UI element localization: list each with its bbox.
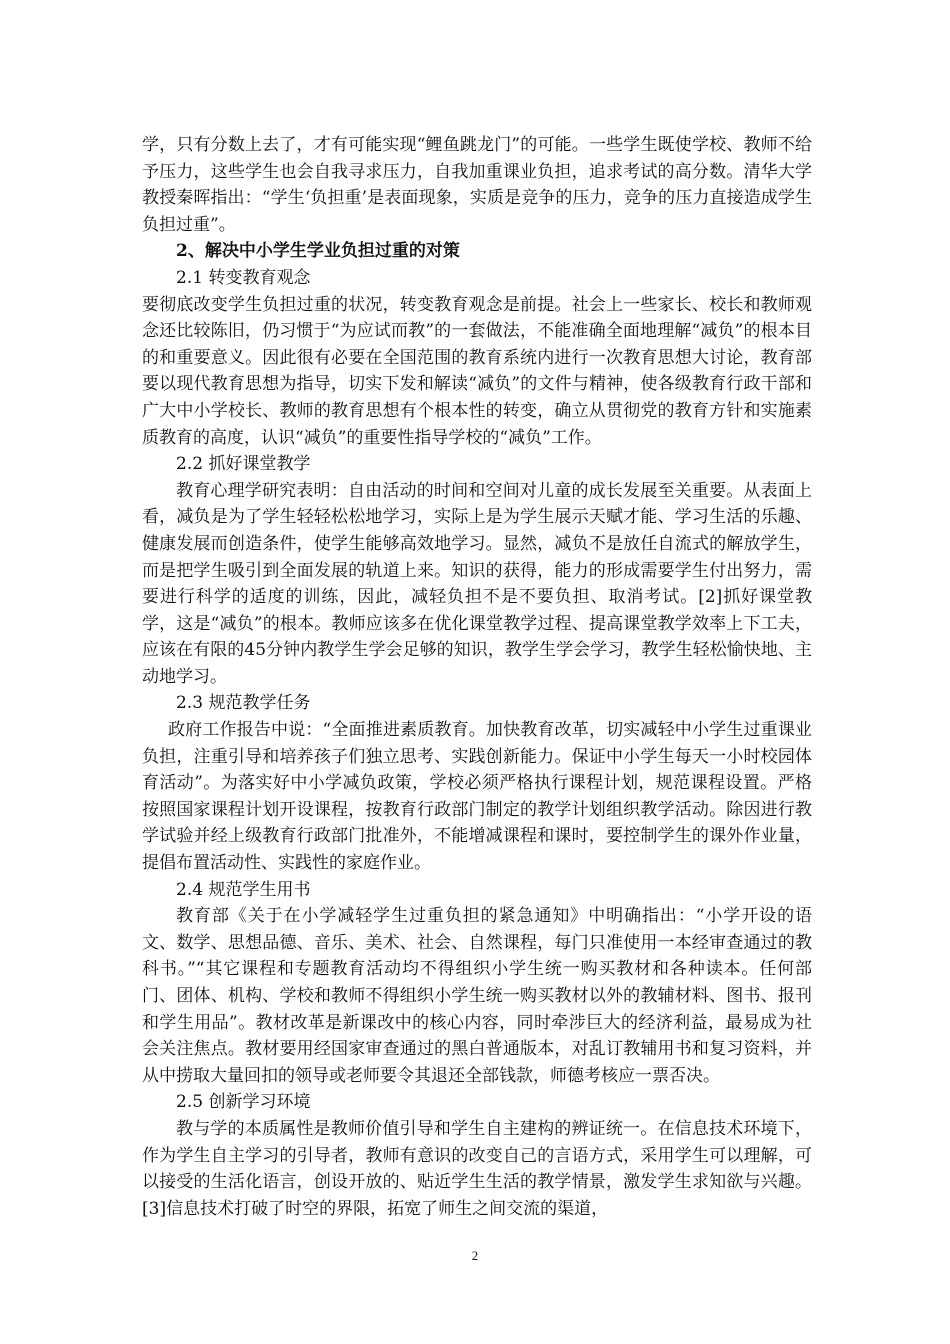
section-2-heading: 2、解决中小学生学业负担过重的对策 [176,241,460,262]
section-2-2-paragraph: 教育心理学研究表明：自由活动的时间和空间对儿童的成长发展至关重要。从表面上看，减负是为了学生轻轻松松地学习，实际上是为学生展示天赋才能、学习生活的乐趣、健康发展而创造条件，使学生能够高效地学习。显然，减负不是放任自流式的解放学生，而是把学生吸引到全面发展的轨道上来。知识的获得，能力的形成需要学生付出努力，需要进行科学的适度的训练，因此，减轻负担不是不要负担、取消考试。[2]抓好课堂教学，这是“减负”的根本。教师应该多在优化课堂教学过程、提高课堂教学效率上下工夫，应该在有限的45分钟内教学生学会足够的知识，教学生学会学习，教学生轻松愉快地、主动地学习。 [142,480,812,687]
section-2-2-heading: 2.2 抓好课堂教学 [176,454,311,475]
intro-paragraph: 学，只有分数上去了，才有可能实现“鲤鱼跳龙门”的可能。一些学生既使学校、教师不给予压力，这些学生也会自我寻求压力，自我加重课业负担，追求考试的高分数。清华大学教授秦晖指出：“学生‘负担重’是表面现象，实质是竞争的压力，竞争的压力直接造成学生负担过重”。 [142,135,812,235]
section-2-1-paragraph: 要彻底改变学生负担过重的状况，转变教育观念是前提。社会上一些家长、校长和教师观念还比较陈旧，仍习惯于“为应试而教”的一套做法，不能准确全面地理解“减负”的根本目的和重要意义。因此很有必要在全国范围的教育系统内进行一次教育思想大讨论，教育部要以现代教育思想为指导，切实下发和解读“减负”的文件与精神，使各级教育行政干部和广大中小学校长、教师的教育思想有个根本性的转变，确立从贯彻党的教育方针和实施素质教育的高度，认识“减负”的重要性指导学校的“减负”工作。 [142,294,812,448]
page-number: 2 [471,1248,479,1263]
section-2-1-heading: 2.1 转变教育观念 [176,267,311,288]
section-2-5-heading: 2.5 创新学习环境 [176,1092,311,1113]
section-2-4-heading: 2.4 规范学生用书 [176,879,311,900]
section-2-3-heading: 2.3 规范教学任务 [176,693,311,714]
section-2-5-paragraph: 教与学的本质属性是教师价值引导和学生自主建构的辨证统一。在信息技术环境下，作为学生自主学习的引导者，教师有意识的改变自己的言语方式，采用学生可以理解，可以接受的生活化语言，创设开放的、贴近学生生活的教学情景，激发学生求知欲与兴趣。[3]信息技术打破了时空的界限，拓宽了师生之间交流的渠道， [142,1118,812,1219]
section-2-4-paragraph: 教育部《关于在小学减轻学生过重负担的紧急通知》中明确指出：“小学开设的语文、数学、思想品德、音乐、美术、社会、自然课程，每门只准使用一本经审查通过的教科书。”“其它课程和专题教育活动均不得组织小学生统一购买教材和各种读本。任何部门、团体、机构、学校和教师不得组织小学生统一购买教材以外的教辅材料、图书、报刊和学生用品”。教材改革是新课改中的核心内容，同时牵涉巨大的经济利益，最易成为社会关注焦点。教材要用经国家审查通过的黑白普通版本，对乱订教辅用书和复习资料，并从中捞取大量回扣的领导或老师要令其退还全部钱款，师德考核应一票否决。 [142,906,812,1086]
section-2-3-paragraph: 政府工作报告中说：“全面推进素质教育。加快教育改革，切实减轻中小学生过重课业负担，注重引导和培养孩子们独立思考、实践创新能力。保证中小学生每天一小时校园体育活动”。为落实好中小学减负政策，学校必须严格执行课程计划，规范课程设置。严格按照国家课程计划开设课程，按教育行政部门制定的教学计划组织教学活动。除因进行教学试验并经上级教育行政部门批准外，不能增减课程和课时，要控制学生的课外作业量，提倡布置活动性、实践性的家庭作业。 [142,720,812,874]
body-text [142,132,812,1222]
